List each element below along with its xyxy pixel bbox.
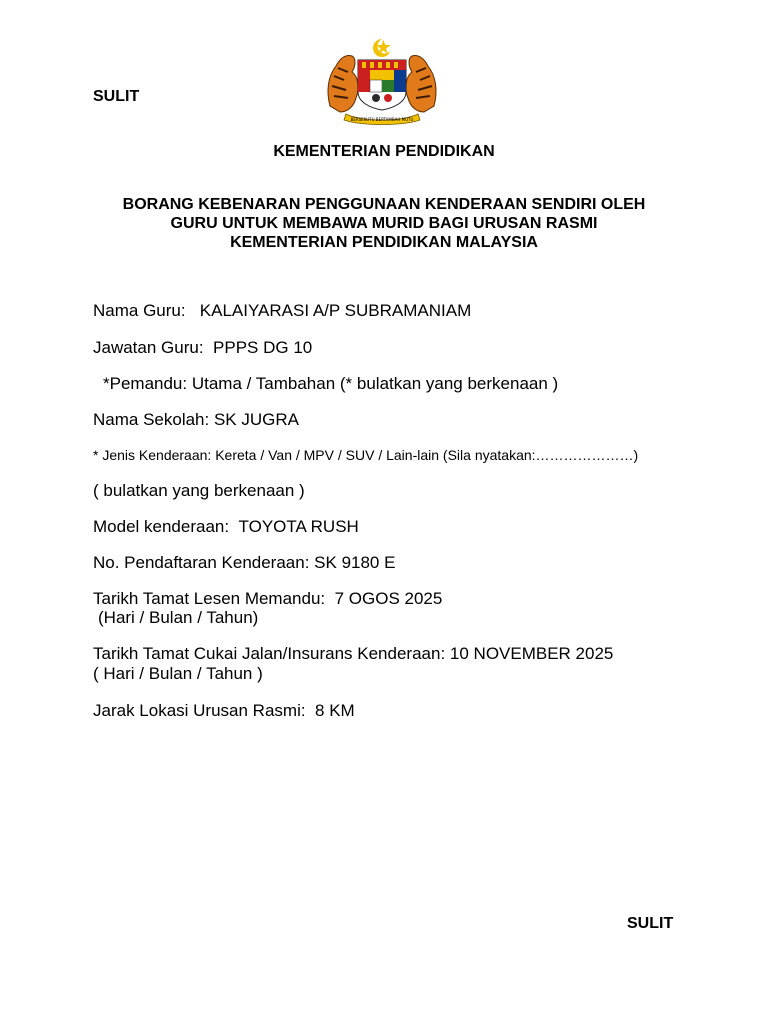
tarikh-lesen-value: 7 OGOS 2025 (334, 589, 443, 608)
model-kenderaan-value: TOYOTA RUSH (238, 517, 359, 536)
nama-guru-value: KALAIYARASI A/P SUBRAMANIAM (199, 301, 472, 320)
jawatan-guru-label: Jawatan Guru: (93, 338, 204, 357)
form-title-line-3: KEMENTERIAN PENDIDIKAN MALAYSIA (230, 234, 538, 251)
no-pendaftaran-value: SK 9180 E (314, 553, 396, 572)
ministry-heading: KEMENTERIAN PENDIDIKAN (273, 143, 495, 160)
bulatkan-note: ( bulatkan yang berkenaan ) (93, 481, 305, 500)
nama-sekolah-label: Nama Sekolah: (93, 410, 210, 429)
no-pendaftaran-label: No. Pendaftaran Kenderaan: (93, 553, 310, 572)
nama-sekolah-row (93, 410, 299, 430)
tarikh-cukai-label: Tarikh Tamat Cukai Jalan/Insurans Kenderaan: (93, 644, 446, 663)
nama-sekolah-value: SK JUGRA (213, 410, 299, 429)
classification-bottom: SULIT (627, 915, 674, 932)
model-kenderaan-row (93, 517, 359, 537)
tarikh-cukai-value: 10 NOVEMBER 2025 (449, 644, 614, 663)
jarak-lokasi-label: Jarak Lokasi Urusan Rasmi: (93, 701, 306, 720)
nama-guru-label: Nama Guru: (93, 301, 186, 320)
no-pendaftaran-row (93, 553, 395, 573)
model-kenderaan-label: Model kenderaan: (93, 517, 230, 536)
jarak-lokasi-value: 8 KM (315, 701, 355, 720)
tarikh-lesen-label: Tarikh Tamat Lesen Memandu: (93, 589, 326, 608)
jarak-lokasi-row (93, 701, 355, 721)
nama-guru-row (93, 301, 471, 321)
tarikh-lesen-row (93, 589, 442, 609)
tarikh-lesen-format: (Hari / Bulan / Tahun) (98, 608, 259, 627)
tarikh-cukai-format: ( Hari / Bulan / Tahun ) (93, 664, 263, 683)
pemandu-row: *Pemandu: Utama / Tambahan (* bulatkan yang berkenaan ) (103, 374, 559, 393)
svg-text:BERSEKUTU BERTAMBAH MUTU: BERSEKUTU BERTAMBAH MUTU (350, 117, 414, 122)
jawatan-guru-row (93, 338, 312, 358)
malaysia-coat-of-arms-icon (322, 36, 442, 126)
form-title-line-2: GURU UNTUK MEMBAWA MURID BAGI URUSAN RASMI (170, 215, 598, 232)
jawatan-guru-value: PPPS DG 10 (213, 338, 313, 357)
classification-top: SULIT (93, 88, 140, 105)
jenis-kenderaan-row: * Jenis Kenderaan: Kereta / Van / MPV / SUV / Lain-lain (Sila nyatakan:…………………) (93, 447, 639, 463)
tarikh-cukai-row (93, 644, 613, 664)
form-title-line-1: BORANG KEBENARAN PENGGUNAAN KENDERAAN SENDIRI OLEH (122, 196, 646, 213)
